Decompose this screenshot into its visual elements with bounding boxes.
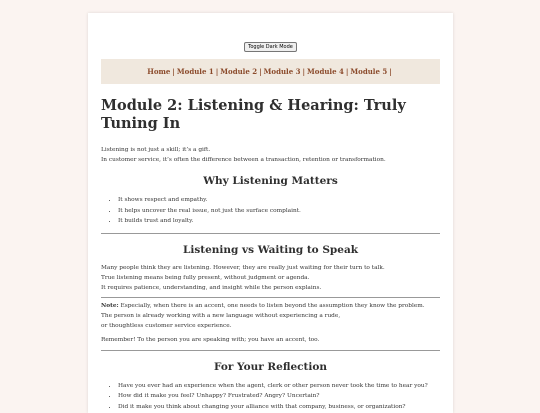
intro-line: In customer service, it’s often the difference between a transaction, retention or transformation. <box>101 157 386 163</box>
list-item: • It helps uncover the real issue, not just the surface complaint. <box>118 206 453 217</box>
note-paragraph <box>101 301 440 311</box>
nav-link-module-1[interactable]: Module 1 <box>176 67 214 76</box>
nav-separator: | <box>302 67 306 76</box>
nav-separator: | <box>259 67 262 76</box>
nav-link-module-3[interactable]: Module 3 <box>263 67 301 76</box>
nav-link-home[interactable]: Home <box>147 67 171 76</box>
paragraph-line: It requires patience, understanding, and insight while the person explains. <box>101 284 322 291</box>
page-title: Module 2: Listening & Hearing: Truly Tuning In <box>101 97 406 132</box>
section-heading-why-listening: Why Listening Matters <box>203 175 338 187</box>
section-heading-listening-vs-waiting: Listening vs Waiting to Speak <box>182 243 359 256</box>
list-item: • Have you ever had an experience when the agent, clerk or other person never took the time to hear you? <box>118 381 453 392</box>
nav-separator: | <box>172 67 175 76</box>
nav-link-module-4[interactable]: Module 4 <box>307 67 344 76</box>
section-heading-reflection: For Your Reflection <box>213 360 328 373</box>
nav-separator: | <box>345 67 349 76</box>
nav-separator: | <box>389 67 392 76</box>
list-item: • It shows respect and empathy. <box>118 195 453 206</box>
toggle-wrap <box>88 33 453 52</box>
nav-link-module-2[interactable]: Module 2 <box>220 67 258 76</box>
note-line: or thoughtless customer service experience. <box>101 322 232 329</box>
note-label: Note: <box>101 302 119 309</box>
paragraph-line: Many people think they are listening. However, they are really just waiting for their turn to talk. <box>101 264 385 271</box>
nav-link-module-5[interactable]: Module 5 <box>350 67 388 76</box>
why-listening-list <box>88 195 453 227</box>
note-text: Especially, when there is an accent, one needs to listen beyond the assumption they know the problem. <box>118 302 425 309</box>
paragraph-line: True listening means being fully present, without judgment or agenda. <box>101 274 310 281</box>
list-item: • Did it make you think about changing your alliance with that company, business, or organization? <box>118 402 453 413</box>
remember-line: Remember! To the person you are speaking with; you have an accent, too. <box>101 336 320 343</box>
note-line: The person is already working with a new language without experiencing a rude, <box>101 312 341 319</box>
list-item: • How did it make you feel? Unhappy? Frustrated? Angry? Uncertain? <box>118 391 453 402</box>
content-card <box>88 13 453 413</box>
list-item: • It builds trust and loyalty. <box>118 216 453 227</box>
module-nav <box>101 59 440 84</box>
intro-line: Listening is not just a skill; it’s a gift. <box>101 147 211 153</box>
nav-separator: | <box>215 67 219 76</box>
reflection-list <box>88 381 453 413</box>
toggle-dark-mode-button[interactable]: Toggle Dark Mode <box>244 42 297 52</box>
